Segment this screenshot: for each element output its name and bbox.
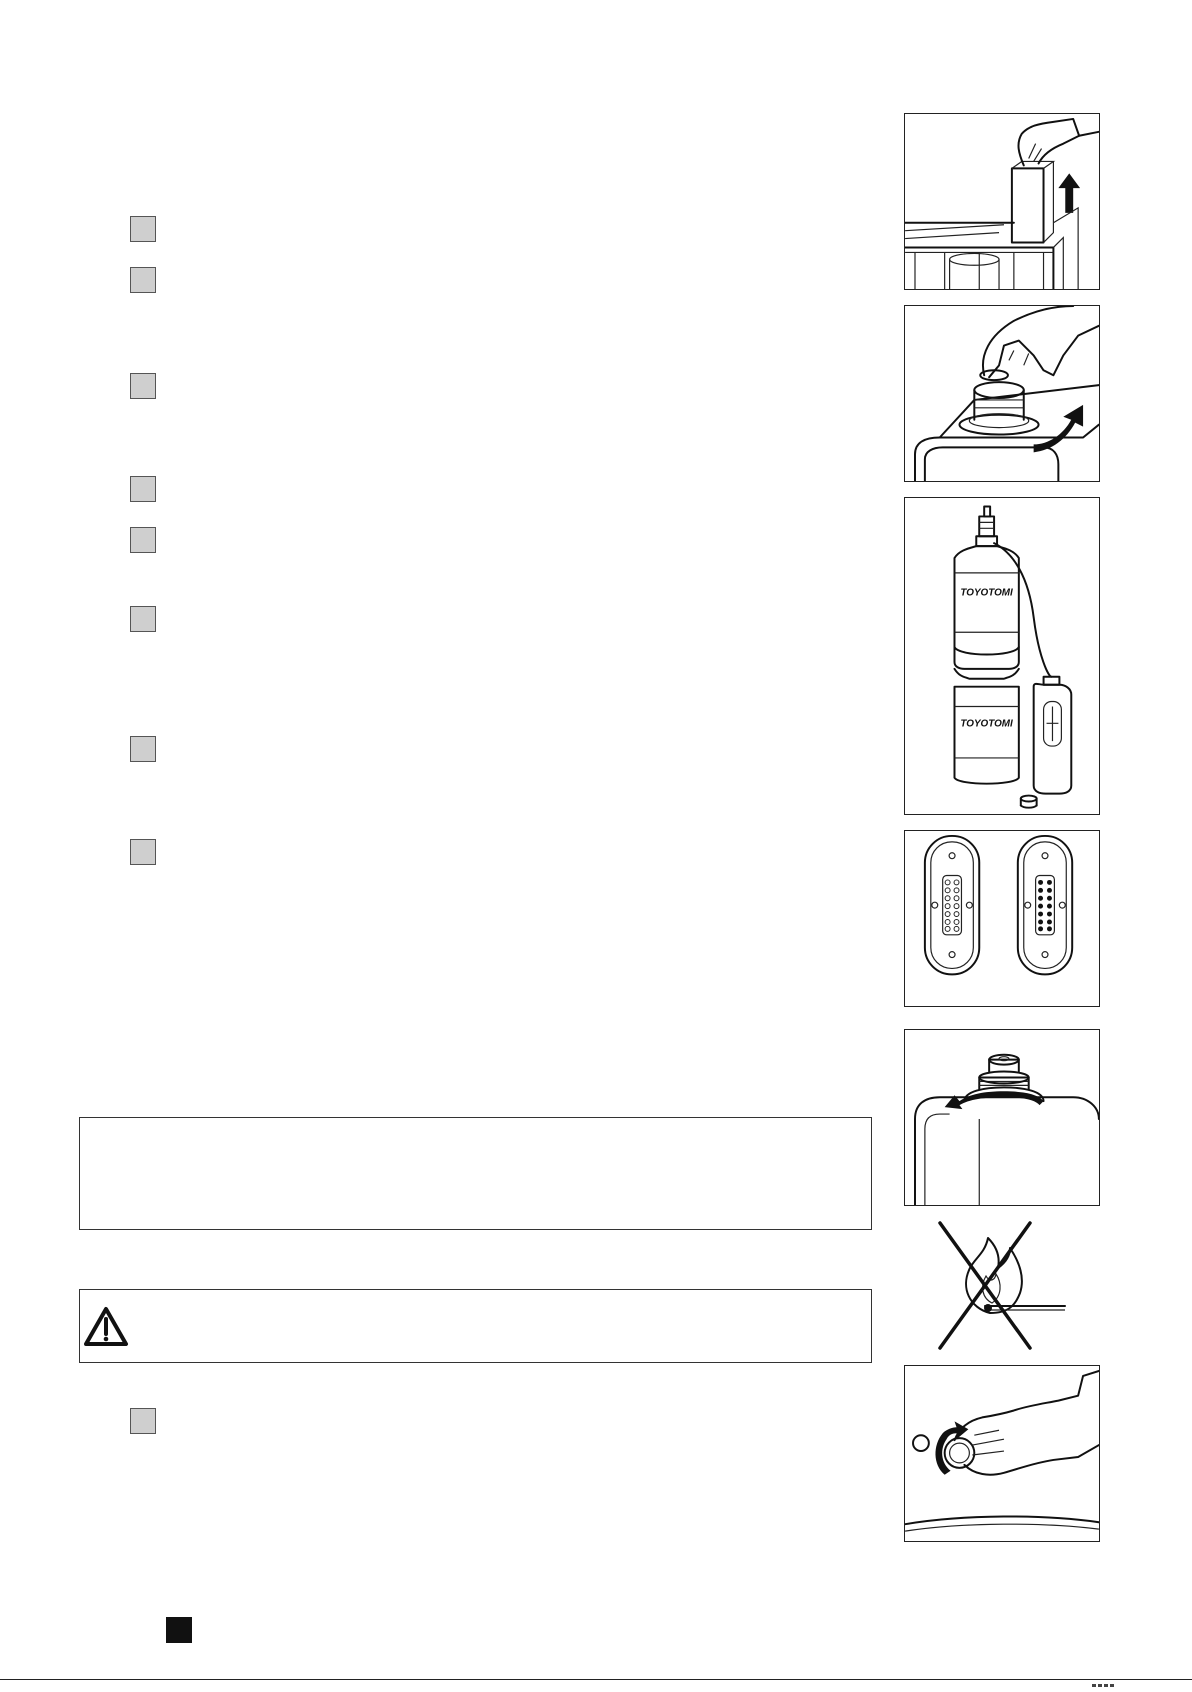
no-open-flame-icon (930, 1218, 1072, 1352)
figure-turn-knob (904, 1365, 1100, 1542)
figure-lift-cartridge (904, 113, 1100, 290)
step-marker-1 (130, 216, 156, 242)
step-marker-4 (130, 476, 156, 502)
notice-box (79, 1117, 872, 1230)
figure-fuel-gauge (904, 830, 1100, 1007)
step-marker-8 (130, 839, 156, 865)
corner-mark (1092, 1674, 1122, 1677)
lift-cartridge-icon (905, 114, 1099, 289)
step-marker-9 (130, 1408, 156, 1434)
turn-cap-icon (905, 306, 1099, 481)
bottom-rule (0, 1679, 1192, 1680)
step-marker-6 (130, 606, 156, 632)
step-marker-3 (130, 373, 156, 399)
figure-no-flame (930, 1218, 1072, 1352)
step-marker-5 (130, 527, 156, 553)
warning-triangle-icon (83, 1306, 129, 1348)
bottle-brand-label-bottom: TOYOTOMI (960, 718, 1013, 730)
step-marker-7 (130, 736, 156, 762)
close-cap-icon (905, 1030, 1099, 1205)
figure-open-cap (904, 305, 1100, 482)
warning-box (79, 1289, 872, 1363)
step-marker-2 (130, 267, 156, 293)
figure-siphon-fill (904, 497, 1100, 815)
page-marker (166, 1617, 192, 1643)
figure-close-cap (904, 1029, 1100, 1206)
bottle-brand-label-top: TOYOTOMI (960, 587, 1013, 599)
turn-knob-icon (905, 1366, 1099, 1541)
fuel-gauge-comparison-icon (905, 831, 1099, 1006)
siphon-pump-icon (905, 498, 1099, 814)
